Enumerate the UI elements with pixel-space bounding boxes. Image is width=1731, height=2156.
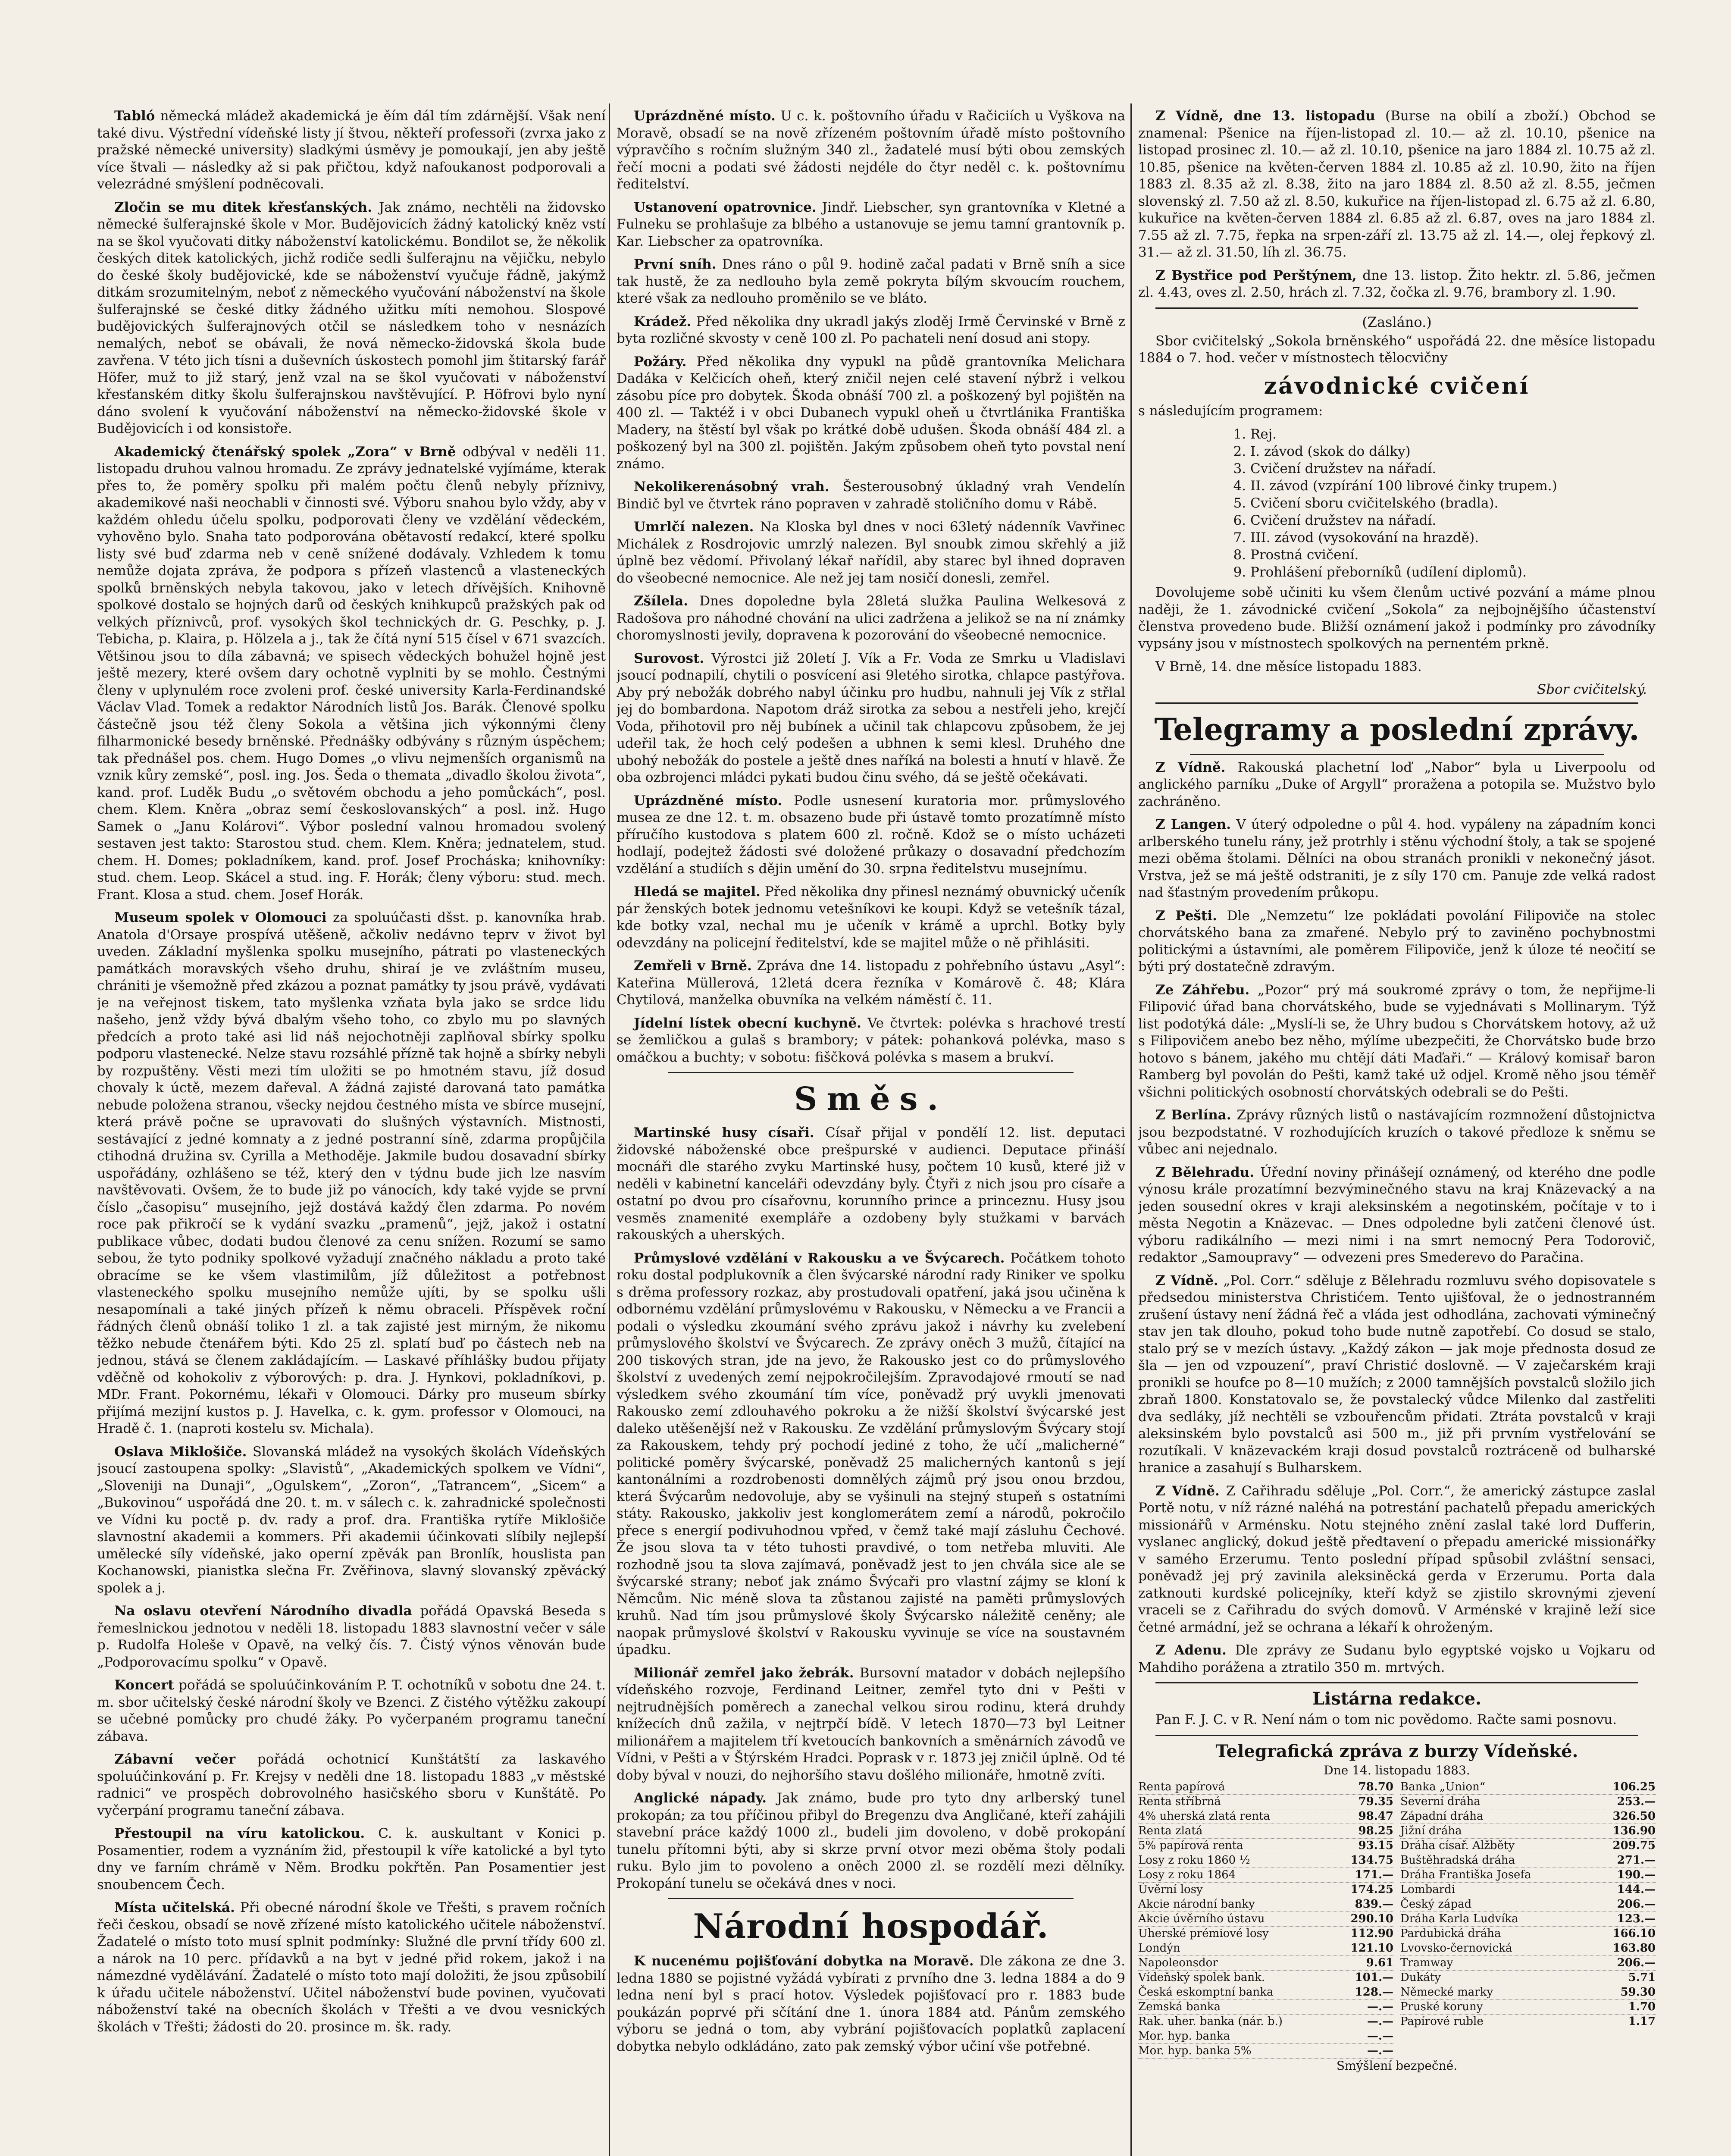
market-item-value: 98.47 (1358, 1809, 1393, 1823)
market-row (1138, 1839, 1393, 1853)
market-item-name: Dukáty (1400, 1971, 1441, 1984)
column-middle (617, 108, 1125, 2156)
article-lead: Tabló (114, 108, 155, 124)
article-lead: Z Adenu. (1155, 1642, 1227, 1658)
market-item-value: 1.17 (1628, 2015, 1656, 2028)
market-item-name: Vídeňský spolek bank. (1138, 1971, 1265, 1984)
market-item-value: 163.80 (1612, 1941, 1656, 1955)
market-item-name: Mor. hyp. banka 5% (1138, 2044, 1252, 2057)
article-lead: Krádež. (634, 313, 692, 329)
article-text: Úřední noviny přinášejí oznámený, od kterého dne podle výnosu krále prozatímní bezvýminečného stavu na kraj Knäzevacký a na jeden sousední okres v kraji aleksinském a negotinském, počítaje v to i města Negotin a Knäzevac. — Dnes odpoledne byli zatčeni členové úst. výboru radikálního — mezi nimi i na smrt nemocný Pera Todorovič, redaktor „Samoupravy“ — odvezeni pres Smederevo do Paračina. (1138, 1164, 1656, 1265)
article-text: Z Cařihradu sděluje „Pol. Corr.“, že americký zástupce zaslal Portě notu, v níž rázné naléhá na potrestání pachatelů přepadu amerických missionářů v Arménsku. Notu stejného znění zaslal také lord Dufferin, vyslanec anglický, dokud ještě předtavení o přepadu americké missionářky v samého Erzerumu. Tento poslední případ spůsobil zvláštní sensaci, poněvadž jej prý zavinila aleksiněcká gerda v Erzerumu. Porta dala zatknouti kurdské policejníky, kteří když se zjistilo skrovnými zjevení vraceli se z Cařihradu do svých domovů. V Arménské v krajině leží sice četné armádní, jež se ochrana a lékaří k ohroženým. (1138, 1483, 1656, 1635)
market-table (1138, 1780, 1656, 2059)
divider (1155, 702, 1638, 704)
market-item-value: —.— (1367, 2000, 1393, 2013)
article-lead: Uprázdněné místo. (634, 793, 783, 808)
market-row (1400, 1971, 1656, 1985)
article-lead: Na oslavu otevření Národního divadla (114, 1603, 412, 1619)
market-item-name: 4% uherská zlatá renta (1138, 1809, 1270, 1823)
article-lead: Z Langen. (1155, 817, 1231, 832)
divider (1155, 307, 1638, 309)
article-text: Před několika dny vypukl na půdě grantovníka Melichara Dadáka v Kelčicích oheň, který zničil nejen celé stavení nýbrž i velkou zásobu píce pro dobytek. Škoda obnáší 700 zl. a poškozený byl pojištěn na 400 zl. — Taktéž i v obci Dubanech vypukl oheň u čtvrtlánika Františka Madery, na štěstí byl však po krátké době udušen. Škoda obnáší 484 zl. a poškozený byl na 300 zl. pojištěn. Jakým způsobem oheň tyto povstal není známo. (617, 354, 1125, 472)
market-item-value: 209.75 (1612, 1839, 1656, 1852)
market-item-value: 123.— (1617, 1912, 1656, 1925)
divider (668, 1072, 1074, 1073)
article-paragraph (1138, 1642, 1656, 1676)
market-item-name: Banka „Union“ (1400, 1780, 1486, 1793)
market-row (1400, 1780, 1656, 1795)
market-item-value: 5.71 (1628, 1971, 1656, 1984)
article-text: „Pol. Corr.“ sděluje z Bělehradu rozmluvu svého dopisovatele s předsedou ministerstva Christićem. Tento ujišťoval, že o jednostranném zrušení ústavy není žádná řeč a vláda jest odhodlána, zachovati výminečný stav jen tak dlouho, pokud toho bude nutně zapotřebí. Co dosud se stalo, stalo prý se v mezích ústavy. „Každý zákon — jak moje přednosta dosud ze šla — jen od vzpouzení“, praví Christić doslovně. — V zaječarském kraji pronikli se houfce po 8—10 mužích; z 2000 tamnějších povstalců složilo jich zbraň 1800. Konstatovalo se, že povstalecký vůdce Milenko dal zastřeliti dva sedláky, jíž nechtěli se vzbouřencům přidati. Ztráta povstalců v kraji aleksinském bylo povstalců asi 500 m., již při prvním vystřelování se rozutíkali. V knäzevackém kraji dosud povstalců roztráceně od bulharské hranice a zasahují s Bulharskem. (1138, 1272, 1656, 1476)
article-text: Rakouská plachetní loď „Nabor“ byla u Liverpoolu od anglického parníku „Duke of Argyll“ proražena a potopila se. Mužstvo bylo zachráněno. (1138, 759, 1656, 809)
article-paragraph (97, 1825, 606, 1893)
market-item-value: 171.— (1355, 1868, 1393, 1881)
article-lead: Hledá se majitel. (634, 884, 761, 899)
article-paragraph (1138, 1272, 1656, 1477)
market-item-name: Český západ (1400, 1897, 1472, 1911)
article-lead: Martinské husy císaři. (634, 1125, 814, 1141)
market-item-name: Papírové ruble (1400, 2015, 1484, 2028)
market-row (1400, 1853, 1656, 1868)
article-paragraph (617, 884, 1125, 952)
article-text: C. k. auskultant v Konici p. Posamentier, rodem a vyznáním žid, přestoupil k víře katolické a byl tyto dny ve farním chrámě v Něm. Brodku pokřtěn. Pan Posamentier jest snoubencem Čech. (97, 1826, 606, 1893)
article-paragraph (1138, 108, 1656, 261)
market-item-name: Renta papírová (1138, 1780, 1225, 1793)
market-item-name: Buštěhradská dráha (1400, 1853, 1515, 1867)
market-item-value: 98.25 (1358, 1824, 1393, 1837)
notice-title: závodnické cvičení (1264, 373, 1530, 399)
market-item-name: Renta zlatá (1138, 1824, 1203, 1837)
market-item-name: Německé marky (1400, 1985, 1493, 1999)
telegram-list (1138, 759, 1656, 1677)
article-paragraph (617, 1015, 1125, 1066)
market-row (1138, 1809, 1393, 1824)
market-item-name: 5% papírová renta (1138, 1839, 1243, 1852)
program-item: 5. Cvičení sboru cvičitelského (bradla). (1250, 495, 1656, 512)
market-row (1138, 1883, 1393, 1897)
market-row (1400, 1985, 1656, 2000)
article-lead: Z Vídně. (1155, 1483, 1220, 1499)
article-text: Císař přijal v pondělí 12. list. deputaci židovské náboženské obce prešpurské v audienci. Deputace přináší mocnáři dle starého zvyku Martinské husy, počtem 10 kusů, které již v neděli v kabinetní kanceláři odevzdány byly. Čtyři z nich jsou pro císaře a ostatní po dvou pro císařovnu, korunního prince a princeznu. Husy jsou vesměs znamenité exempláře a ozdobeny byly stužkami v barvách rakouských a uherských. (617, 1125, 1125, 1243)
market-row (1138, 1971, 1393, 1985)
market-date: Dne 14. listopadu 1883. (1324, 1763, 1470, 1777)
market-item-value: —.— (1367, 2044, 1393, 2057)
market-row (1138, 1956, 1393, 1971)
article-text: „Pozor“ prý má soukromé zprávy o tom, že nepřijme-li Filipović úřad bana chorvátského, bude se vyjednávati s Mollinarym. Týž list podotýká dále: „Myslí-li se, že Uhry budou s Chorvátskem hotovy, až už s Filipovičem anebo bez něho, mýlíme ubezpečiti, že Chorvátsko bude brzo hotovo s bánem, jakého mu chtějí dáti Maďaři.“ — Králový komisař baron Ramberg byl povolán do Pešti, kamž také už odjel. Kromě něho jsou téměř všichni politických osobností chorvátských odebrali se do Pešti. (1138, 982, 1656, 1100)
market-item-value: 128.— (1355, 1985, 1393, 1999)
article-lead: Zemřeli v Brně. (634, 958, 752, 974)
market-row (1138, 1912, 1393, 1927)
section-heading: Směs. (794, 1081, 948, 1118)
article-paragraph (617, 958, 1125, 1009)
market-row (1138, 1824, 1393, 1839)
market-item-value: 79.35 (1358, 1795, 1393, 1808)
article-paragraph (617, 108, 1125, 193)
article-paragraph (97, 1677, 606, 1745)
market-item-name: Česká eskomptní banka (1138, 1985, 1274, 1999)
article-text: Před několika dny ukradl jakýs zloděj Irmě Červinské v Brně z byta rozličné skvosty v ceně 100 zl. Po pachateli není dosud ani stopy. (617, 313, 1125, 346)
market-item-value: 9.61 (1366, 1956, 1393, 1969)
article-paragraph (617, 1665, 1125, 1784)
market-title: Telegrafická zpráva z burzy Vídeňské. (1215, 1741, 1578, 1761)
program-item: 4. II. závod (vzpírání 100 librové činky trupem.) (1250, 477, 1656, 495)
market-row (1138, 1868, 1393, 1883)
article-paragraph (617, 519, 1125, 587)
market-item-name: Akcie úvěrního ústavu (1138, 1912, 1265, 1925)
article-lead: Zábavní večer (114, 1752, 236, 1767)
article-lead: Požáry. (634, 354, 687, 370)
notice-body: Dovolujeme sobě učiniti ku všem členům uctivé pozvání a máme plnou naději, že 1. závodnické cvičení „Sokola“ za nejbojnějšího účastenství členstva provedeno bude. Bližší oznámení jakož i podmínky pro závodníky vypsány jsou v místnostech spolkových na pernentém prkně. (1138, 585, 1656, 652)
market-item-name: Dráha císař. Alžběty (1400, 1839, 1515, 1852)
article-paragraph (1138, 1483, 1656, 1636)
article-paragraph (617, 199, 1125, 251)
article-lead: Ustanovení opatrovnice. (634, 199, 817, 215)
market-item-name: Rak. uher. banka (nár. b.) (1138, 2015, 1283, 2028)
market-row (1400, 1897, 1656, 1912)
market-item-value: 271.— (1617, 1853, 1656, 1867)
divider (1155, 1682, 1638, 1683)
article-paragraph (1138, 982, 1656, 1101)
market-row (1400, 2015, 1656, 2029)
article-text: Slovanská mládež na vysokých školách Vídeňských jsoucí zastoupena spolky: „Slavistů“, „Akademických spolkem ve Vídni“, „Sloveniji na Dunaji“, „Ogulskem“, „Zoron“, „Tatrancem“, „Sicem“ a „Bukovinou“ uspořádá dne 20. t. m. v sálech c. k. zahradnické společnosti ve Vídni ku poctě p. dv. rady a prof. dra. Františka rytíře Miklošiče slavnostní akademii a kommers. Při akademii účinkovati slíbily nejlepší umělecké síly vídeňské, jako operní zpěvák pan Bronlík, houslista pan Kochanowski, pianistka slečna Fr. Zvěřinova, slavný slovanský zpěvácký spolek a j. (97, 1444, 606, 1596)
article-lead: Přestoupil na víru katolickou. (114, 1826, 365, 1841)
article-text: pořádá ochotnicí Kunštátští za laskavého spoluúčinkování p. Fr. Krejsy v neděli dne 18. listopadu 1883 „v městské radnici“ ve prospěch dobrovolného hasičského sboru v Kunštátě. Po vyčerpání programu taneční zábava. (97, 1752, 606, 1818)
market-item-value: —.— (1367, 2029, 1393, 2043)
article-lead: Milionář zemřel jako žebrák. (634, 1665, 854, 1681)
article-lead: Uprázdněné místo. (634, 108, 776, 124)
article-paragraph (617, 793, 1125, 878)
listarna-text: Pan F. J. C. v R. Není nám o tom nic povědomo. Račte sami posnovu. (1155, 1712, 1617, 1727)
article-lead: Koncert (114, 1677, 174, 1693)
market-item-name: Dráha Karla Ludvíka (1400, 1912, 1518, 1925)
article-text: pořádá Opavská Beseda s řemeslnickou jednotou v neděli 18. listopadu 1883 slavnostní večer v sále p. Rudolfa Holeše v Opavě, na velký čís. 7. Čistý výnos věnován bude „Podporovacímu spolku“ v Opavě. (97, 1603, 606, 1670)
market-row (1400, 1883, 1656, 1897)
market-row (1400, 1795, 1656, 1809)
market-col-left (1138, 1780, 1393, 2059)
market-item-value: 326.50 (1612, 1809, 1656, 1823)
market-item-value: 1.70 (1628, 2000, 1656, 2013)
column-rule (1130, 103, 1132, 2156)
article-text: Výrostci již 20letí J. Vík a Fr. Voda ze Smrku u Vladislavi jsoucí podnapilí, chytili o posvícení asi 9letého sirotka, chlapce pastýřova. Aby prý nebožák dobrého nabyl účinku pro hudbu, nahnuli jej Vík z střlal jej do bombardona. Napotom dráž sirotka za sebou a nestřeli jeho, krejčí Voda, přihotovil pro něj bubínek a učinil tak chlapcovu způsobem, že jej udeřil tak, že hoch celý podešen a ubhnen k semi klesl. Druhého dne ubohý nebožák do postele a ještě dnes naříká na bolesti a hnutí v hlavě. Že oba ozbrojenci mládci pykati budou činu svého, dá se ještě očekávati. (617, 650, 1125, 785)
article-text: Dnes ráno o půl 9. hodině začal padati v Brně sníh a sice tak hustě, že za nedlouho byla země pokryta bílým skvoucím rouchem, které však za nedlouho proměnilo se ve bláto. (617, 257, 1125, 306)
notice-intro: Sbor cvičitelský „Sokola brněnského“ uspořádá 22. dne měsíce listopadu 1884 o 7. hod. večer v místnostech tělocvičny (1138, 333, 1656, 366)
article-paragraph (1138, 1164, 1656, 1266)
market-row (1400, 1868, 1656, 1883)
article-paragraph (617, 1250, 1125, 1659)
article-text: Na Kloska byl dnes v noci 63letý nádenník Vavřinec Michálek z Rosdrojovic umrzlý nalezen. Byl snoubk zimou skřehlý a již úplně bez vědomí. Přivolaný lékař nařídil, aby starec byl ihned dopraven do všeobecné nemocnice. Ale než jej tam nosičí donesli, zemřel. (617, 519, 1125, 586)
zaslano-label: (Zasláno.) (1362, 313, 1432, 330)
article-lead: Z Vídně, dne 13. listopadu (1155, 108, 1375, 124)
article-lead: Z Vídně. (1155, 1272, 1218, 1288)
article-text: V úterý odpoledne o půl 4. hod. vypáleny na západním konci arlberského tunelu rány, jež protrhly i stěnu východní štoly, a tak se spojené mezi oběma štolami. Dělníci na obou stranách pronikli v nekonečný jásot. Vrstva, jež se má ještě odstraniti, je z síly 170 cm. Panuje zde velká radost nad šťastným provedením průkopu. (1138, 817, 1656, 900)
market-item-value: 121.10 (1350, 1941, 1393, 1955)
market-reports (1138, 108, 1656, 301)
article-text: dne 13. listop. Žito hektr. zl. 5.86, ječmen zl. 4.43, oves zl. 2.50, hrách zl. 7.32, čočka zl. 9.76, brambory zl. 1.90. (1138, 267, 1656, 300)
article-text: Podle usnesení kuratoria mor. průmyslového musea ze dne 12. t. m. obsazeno bude při ústavě tomto prozatímně místo příručího kustodova s platem 600 zl. ročně. Kdož se o místo ucházeti hodlají, podejtež žádosti své doložené průkazy o dosavadní předchozím vzdělání a studiích s dějin umění do 30. srpna ředitelstvu musejnímu. (617, 793, 1125, 877)
market-item-value: 59.30 (1620, 1985, 1656, 1999)
article-lead: Z Vídně. (1155, 759, 1226, 775)
market-item-name: Zemská banka (1138, 2000, 1221, 2013)
market-item-value: 144.— (1617, 1883, 1656, 1896)
market-row (1138, 1780, 1393, 1795)
program-item: 7. III. závod (vysokování na hrazdě). (1250, 529, 1656, 546)
market-item-value: 839.— (1355, 1897, 1393, 1911)
market-row (1138, 1795, 1393, 1809)
market-item-name: Dráha Františka Josefa (1400, 1868, 1531, 1881)
market-item-value: 93.15 (1358, 1839, 1393, 1852)
article-paragraph (617, 1790, 1125, 1892)
article-paragraph (617, 650, 1125, 787)
article-text: (Burse na obilí a zboží.) Obchod se znamenal: Pšenice na říjen-listopad zl. 10.— až zl. 10.10, pšenice na listopad prosinec zl. 10.— až zl. 10.10, pšenice na jaro 1884 zl. 10.75 až zl. 10.85, pšenice na květen-červen 1884 zl. 10.85 až zl. 10.90, žito na říjen 1883 zl. 8.35 až zl. 8.38, žito na jaro 1884 zl. 8.50 až zl. 8.55, ječmen slovenský zl. 7.50 až zl. 8.50, kukuřice na říjen-listopad zl. 6.75 až zl. 6.80, kukuřice na květen-červen 1884 zl. 6.85 až zl. 6.87, oves na jaro 1884 zl. 7.55 až zl. 7.75, řepka na srpen-září zl. 13.75 až zl. 14.—, olej řepkový zl. 31.— až zl. 31.50, líh zl. 36.75. (1138, 108, 1656, 260)
article-paragraph (97, 199, 606, 438)
program-item: 3. Cvičení družstev na nářadí. (1250, 460, 1656, 477)
article-paragraph (1138, 816, 1656, 902)
market-row (1400, 1941, 1656, 1956)
market-item-name: Mor. hyp. banka (1138, 2029, 1230, 2043)
market-item-value: 190.— (1617, 1868, 1656, 1881)
article-lead: Z Berlína. (1155, 1107, 1231, 1123)
market-row (1138, 1927, 1393, 1941)
market-row (1400, 1839, 1656, 1853)
article-text: U c. k. poštovního úřadu v Račiciích u Vyškova na Moravě, obsadí se na nově zřízeném poštovním úřadě místo poštovního výpravčího s ročním služným 340 zl., žadatelé musí býti obou zemských řečí mocni a podati své žádosti nejdéle do čtyr neděl c. k. poštovnímu ředitelství. (617, 108, 1125, 192)
market-item-name: Renta stříbrná (1138, 1795, 1221, 1808)
market-row (1138, 1853, 1393, 1868)
divider (1190, 754, 1604, 755)
article-text: Ve čtvrtek: polévka s hrachové trestí se žemličkou a gulaš s brambory; v pátek: pohanková polévka, maso s omáčkou a buchty; v sobotu: fiščková polévka s masem a brukví. (617, 1015, 1125, 1065)
market-item-name: Uherské prémiové losy (1138, 1927, 1269, 1940)
article-lead: Museum spolek v Olomouci (114, 910, 327, 925)
divider (668, 1898, 1074, 1899)
article-paragraph (97, 1444, 606, 1597)
article-text: Jak známo, bude pro tyto dny arlberský tunel prokopán; za tou příčinou přibyl do Bregenzu dva Angličané, kteří zahájili stavební práce každý 1000 zl., budeli jim dovoleno, v době prokopání tunelu přítomni býti, aby si skrze první otvor mezi oběma štoly podali ruku. Bylo jim to povoleno a oněch 2000 zl. se rozdělí mezi dělníky. Prokopání tunelu se očekává dnes v noci. (617, 1790, 1125, 1891)
article-text: Bursovní matador v dobách nejlepšího vídeňského rozvoje, Ferdinand Leitner, zemřel tyto dni v Pešti v nejtrudnějších poměrech a zanechal velkou sirou rodinu, která druhdy knížecích dnů zažila, v nejtrpčí bídě. V letech 1870—73 byl Leitner milionářem a majitelem tří kvetoucích bankovních a směnárních závodů ve Vídni, v Pešti a v Štýrském Hradci. Poprask v r. 1873 jej zničil úplně. Od té doby býval v nouzi, do nejhoršího stavu došlého milionáře, hmotně zvíti. (617, 1665, 1125, 1783)
market-item-name: Pardubická dráha (1400, 1927, 1501, 1940)
market-footer: Smýšlení bezpečné. (1336, 2058, 1458, 2073)
market-item-name: Pruské koruny (1400, 2000, 1483, 2013)
market-item-value: 174.25 (1350, 1883, 1393, 1896)
column-left (97, 108, 606, 2156)
article-paragraph (97, 108, 606, 193)
market-col-right (1400, 1780, 1656, 2059)
market-row (1400, 2000, 1656, 2015)
column-rule (609, 103, 610, 2156)
divider (1155, 1735, 1638, 1736)
article-text: za spoluúčasti dšst. p. kanovníka hrab. Anatola d'Orsaye prospívá utěšeně, ačkoliv nedávno teprv v život byl uveden. Základní myšlenka spolku musejního, pátrati po vlasteneckých památkách moravských všeho druhu, shiraí je ve zvláštním museu, chrániti je všemožně před zkázou a poznat památky ty jsou právě, vydávati je na veřejnost tiskem, tato myšlenka vzňata byla jako se srdce lidu našeho, jenž vždy bývá dbalým všeho toho, co zbylo mu po slavných předcích a proto také asi lid náš nejochotněji zaplňoval sbírky spolku podporu vlastenecké. Nelze stavu rozsáhlé přízně tak hojně a sbírky nebyli by rozpuštěny. Věsti mezi tím uložiti se po hmotném stavu, jíž dosud chovaly k úctě, mezem dařeval. A žádná zajisté darovaná tato památka nebude položena stranou, všecky nejdou čestného místa ve sbírce musejní, která právě počne se upravovati do slušných výstavních. Mistnosti, sestávající z jedné komnaty a z jedné postranní síně, zdarma propůjčila ctihodná družina sv. Cyrilla a Methoděje. Jakmile budou dosavadní sbírky uspořádány, ozhlášeno se též, který den v týdnu bude jich lze nasvím navštěvovati. Ovšem, že to bude již po vánocích, kdy také vyjde se první číslo „časopisu“ musejního, jejž dostává každý člen zdarma. Po novém roce pak přikročí se k vydání svazku „pramenů“, jejž, jakož i ostatní publikace vůbec, dodati budou členové za cenu snížen. Rozumí se samo sebou, že tyto podniky spolkové vyžadují značného nákladu a proto také obracíme se ke všem vlastimilům, jíž důležitost a potřebnost vlasteneckého spolku musejního nemůže ujíti, by se spolku ušli nesapomínali a také jiných přízeň k němu obraceli. Příspěvek roční řádných členů obnáší toliko 1 zl. a tak zajisté jest mirným, že nikomu těžko nebude čtenářem býti. Kdo 25 zl. splatí buď po částech neb na jednou, stává se členem zakládajícím. — Laskavé příhlášky budou přijaty vděčně od kohokoliv z výborových: p. dra. J. Hynkovi, pokladníkovi, p. MDr. Frant. Pokornému, lékaři v Olomouci. Dárky pro museum sbírky přijímá mezijní kustos p. J. Havelka, c. k. gym. professor v Olomouci, na Hradě č. 1. (naproti kostelu sv. Michala). (97, 910, 606, 1436)
market-item-value: 253.— (1617, 1795, 1656, 1808)
market-item-name: Napoleonsdor (1138, 1956, 1218, 1969)
market-item-value: —.— (1367, 2015, 1393, 2028)
market-item-name: Jižní dráha (1400, 1824, 1462, 1837)
market-row (1138, 1985, 1393, 2000)
telegram-heading: Telegramy a poslední zprávy. (1154, 711, 1640, 747)
article-lead: Zločin se mu ditek křesťanských. (114, 199, 372, 215)
article-paragraph (97, 909, 606, 1438)
section-heading: Národní hospodář. (693, 1907, 1049, 1946)
article-paragraph (617, 1953, 1125, 2055)
article-paragraph (97, 1603, 606, 1671)
market-item-value: 78.70 (1358, 1780, 1393, 1793)
article-lead: První sníh. (634, 257, 717, 272)
market-row (1400, 1809, 1656, 1824)
article-lead: Zšílela. (634, 593, 689, 609)
article-paragraph (617, 256, 1125, 307)
market-row (1400, 1824, 1656, 1839)
listarna-title: Listárna redakce. (1312, 1689, 1482, 1709)
market-row (1400, 1927, 1656, 1941)
article-paragraph (617, 354, 1125, 473)
article-text: Šesterousobný úkladný vrah Vendelín Bindič byl ve čtvrtek ráno popraven v zahradě stoličního domu v Rábě. (617, 479, 1125, 512)
article-text: Dle zprávy ze Sudanu bylo egyptské vojsko u Vojkaru od Mahdiho porážena a ztratilo 350 m. mrtvých. (1138, 1642, 1656, 1675)
market-row (1138, 1941, 1393, 1956)
market-item-name: Akcie národní banky (1138, 1897, 1255, 1911)
article-paragraph (1138, 1107, 1656, 1158)
market-item-name: Úvěrní losy (1138, 1883, 1203, 1896)
article-lead: Průmyslové vzdělání v Rakousku a ve Švýcarech. (634, 1250, 1005, 1266)
program-list (1250, 426, 1656, 581)
market-item-name: Lvovsko-černovická (1400, 1941, 1512, 1955)
market-item-name: Lombardi (1400, 1883, 1456, 1896)
article-paragraph (617, 313, 1125, 348)
notice-signature: Sbor cvičitelský. (1537, 681, 1647, 697)
article-lead: Nekolikerenásobný vrah. (634, 479, 830, 495)
article-text: Zpráva dne 14. listopadu z pohřebního ústavu „Asyl“: Kateřina Müllerová, 12letá dcera řezníka v Komárově č. 48; Klára Chytilová, manželka obuvníka na velkém náměstí č. 11. (617, 958, 1125, 1008)
article-paragraph (97, 1899, 606, 2036)
article-lead: Jídelní lístek obecní kuchyně. (634, 1015, 861, 1031)
article-paragraph (97, 444, 606, 904)
notice-place: V Brně, 14. dne měsíce listopadu 1883. (1155, 659, 1422, 674)
market-row (1138, 1897, 1393, 1912)
article-paragraph (97, 1751, 606, 1819)
column-right (1138, 108, 1656, 2156)
article-lead: Oslava Miklošiče. (114, 1444, 247, 1460)
market-item-value: 112.90 (1350, 1927, 1393, 1940)
program-label: s následujícím programem: (1138, 403, 1323, 419)
article-text: Jak známo, nechtěli na židovsko německé šulferajnské škole v Mor. Budějovicích žádný katolický kněz vstí na se škol vyučovati ditky náboženství katolickému. Bondilot se, že několik českých ditek katolických, jichž rodiče sedli šulferajnu na vějičku, nebylo do české školy budějovické, kde se náboženství vyučuje řádně, jakýmž ditkám srozumitelným, neboť z německého vyučování náboženství na škole šulferajnské se české ditky žádného užitku míti nemohou. Slospové budějovických šulferajnových otčil se následkem toho v nesnázích nemalých, neboť se obávali, že nová německo-židovská škola bude zavřena. V této jich tísni a duševních úskostech pomohl jim štitarský farář Höfer, muž to již starý, jenž vzal na se škol vyučovati v náboženství křesťanském ditky školu šulferajnskou navštěvující. P. Höfrovi bylo nyní dáno svolení k vyučování náboženství na německo-židovské škole v Budějovicích i od konsistoře. (97, 199, 606, 436)
market-item-value: 134.75 (1350, 1853, 1393, 1867)
article-lead: Ze Záhřebu. (1155, 982, 1250, 998)
program-item: 2. I. závod (skok do dálky) (1250, 443, 1656, 460)
market-item-name: Západní dráha (1400, 1809, 1484, 1823)
article-lead: Surovost. (634, 650, 704, 666)
market-row (1138, 2029, 1393, 2044)
article-lead: Místa učitelská. (114, 1900, 235, 1915)
article-text: Dle zákona ze dne 3. ledna 1880 se pojistné vyžádá vybírati z prvního dne 3. ledna 1884 a do 9 ledna není byl s prací hotov. Výsledek pojišťovací pro r. 1883 bude poukázán poprvé při sčítání dne 1. února 1884 atd. Pánům zemského výboru se jedná o tom, aby vybrání pojišťovacích poplatků zaplacení dobytka nebylo odkládáno, zato pak zemský výbor učiní vše potřebné. (617, 1953, 1125, 2054)
program-item: 8. Prostná cvičení. (1250, 546, 1656, 564)
article-text: Dnes dopoledne byla 28letá služka Paulina Welkesová z Radošova pro náhodné chování na ulici zadržena a jelikož se na ní známky choromyslnosti jevily, dopravena k pozorování do všeobecné nemocnice. (617, 593, 1125, 643)
article-paragraph (1138, 267, 1656, 301)
market-row (1400, 1912, 1656, 1927)
article-text: Počátkem tohoto roku dostal podplukovník a člen švýcarské národní rady Riniker ve spolku s drěma professory rozkaz, aby prostudovali opatření, jaká jsou učiněna k odbornému vzdělání průmyslovému v Rakousku, v Německu a ve Francii a podali o výsledku zkoumání svého zprávu jakož i návrhy ku zvelebení průmyslového školství ve Švýcarech. Ze zprávy oněch 3 mužů, čítající na 200 tiskových stran, jde na jevo, že Rakousko jest co do průmyslového školství z uvedených zemí nejpokročilejším. Zpravodajové rmoutí se nad výsledkem svého zkoumání tím více, poněvadž prý uvykli jmenovati Rakousko zemí zdlouhavého pokroku a že nižší školství švýcarské jest daleko utěšenější než v Rakousku. Ze vzdělání průmyslovým Švýcary stojí za Rakouskem, tehdy prý pochodí jediné z toho, že učí „malicherné“ politické poměry švýcarské, poněvadž 25 malicherných kantonů s její kantonálními a rozdrobenosti domnělých zájmů prý jsou onou brzdou, která Švýcarům nedovoluje, aby se vyšinuli na stejný stupeň s ostatními státy. Rakousko, jakkoliv jest konglomerátem zemí a národů, pokročilo přece s energií podivuhodnou vpřed, v čemž také mají zásluhu Čechové. Že jsou slova ta v této tuhosti pravdivé, o tom netřeba mluviti. Ale rozhodně jsou ta slova zajímavá, poněvadž jest to jen chvála sice ale se švýcarské strany; neboť jak známo Švýcaři pro vlastní zájmy se kloní k Němcům. Nic méně slova ta zůstanou zajisté na paměti průmyslových kruhů. Nad tím jsou průmyslové školy Švýcarsko náležitě ceněny; ale naopak průmyslové školství v Rakousku vyvinuje se více na soustavném úpadku. (617, 1250, 1125, 1658)
program-item: 9. Prohlášení přeborníků (udílení diplomů). (1250, 564, 1656, 581)
article-paragraph (617, 1125, 1125, 1244)
article-text: německá mládež akademická je ěím dál tím zdárnější. Však není také divu. Výstřední vídeňské listy jí štvou, někteří professoři (zvrxa jako z pražské německé university) sladkými úsměvy je pomoukají, jen aby ještě více štvali — následky až si pak přičtou, když nafoukanost podporovali a velezrádné smýšlení podněcovali. (97, 108, 606, 192)
market-row (1138, 2000, 1393, 2015)
program-item: 1. Rej. (1250, 426, 1656, 443)
article-text: Zprávy různých listů o nastávajícím rozmnožení důstojnictva jsou bezpodstatné. V rozhodujících kruzích o takové předloze k sněmu se vůbec ani nejednalo. (1138, 1107, 1656, 1157)
article-lead: Z Pešti. (1155, 908, 1217, 924)
article-paragraph (617, 479, 1125, 513)
market-item-value: 290.10 (1350, 1912, 1393, 1925)
market-item-value: 206.— (1617, 1956, 1656, 1969)
article-lead: Anglické nápady. (634, 1790, 767, 1806)
article-paragraph (1138, 908, 1656, 976)
market-item-name: Tramway (1400, 1956, 1453, 1969)
article-text: Dle „Nemzetu“ lze pokládati povolání Filipoviče na stolec chorvátského bana za zmařené. Nebylo prý to zaviněno pochybnostmi politickými a ústavními, ale poměrem Filipoviče, jenž k úloze té neočití se býti prý dostatečně zdravým. (1138, 908, 1656, 975)
article-text: Při obecné národní škole ve Třešti, s pravem ročních řeči českou, obsadí se nově zřízené místo katolického učitele náboženství. Žadatelé o místo toto musí splnit podmínky: Služné dle první třídy 600 zl. a nárok na 10 perc. přídavků a na byt v jedné přid rokem, jakož i na námezdné vydělávání. Žadatelé o místo toto mají doložiti, že jsou způsobilí k úřadu učitele náboženství. Učitel náboženství bude povinen, vyučovati náboženství také na obecních školách v Třešti a ve dvou vesnických školách v Třešti; žádosti do 20. prosince m. šk. rady. (97, 1900, 606, 2035)
program-item: 6. Cvičení družstev na nářadí. (1250, 512, 1656, 529)
article-lead: Z Bělehradu. (1155, 1164, 1255, 1180)
market-item-name: Losy z roku 1864 (1138, 1868, 1236, 1881)
market-item-value: 106.25 (1612, 1780, 1656, 1793)
article-lead: Umrlčí nalezen. (634, 519, 754, 535)
market-item-value: 206.— (1617, 1897, 1656, 1911)
market-item-value: 101.— (1355, 1971, 1393, 1984)
article-paragraph (1138, 759, 1656, 811)
market-item-value: 136.90 (1612, 1824, 1656, 1837)
article-text: Před několika dny přinesl neznámý obuvnický učeník pár ženských botek jednomu vetešníkovi ke koupi. Když se vetešník tázal, kde botky vzal, nechal mu je učeník v krámě a uprchl. Botky byly odevzdány na policejní ředitelství, kde se majitel může o ně přihlásiti. (617, 884, 1125, 951)
article-text: pořádá se spoluúčinkováním P. T. ochotníků v sobotu dne 24. t. m. sbor učitelský české národní školy ve Bzenci. Z čistého výtěžku zakoupí se učebné pomůcky pro chudé žáky. Po vyčerpaném programu taneční zábava. (97, 1677, 606, 1744)
article-text: odbýval v neděli 11. listopadu druhou valnou hromadu. Ze zprávy jednatelské vyjímáme, kterak přes to, že poměry spolku při malém počtu členů nebyly příznivy, akademikové naši neochabli v činnosti své. Výboru snahou bylo vždy, aby v každém ohledu účelu spolku, podporovati členy ve vzdělání vědeckém, vyhověno bylo. Snaha tato podporována obětavostí redakcí, které spolku listy své buď zdarma neb v ceně snížené dodávaly. Vzhledem k tomu nemůže dojata zpráva, že podpora s přízeň vlastenců a vlasteneckých spolků brněnských nebyla takovou, jako v letech dřívějších. Knihovně spolkové dostalo se hojných darů od českých knihkupců pražských pak od velkých příznivců, prof. vysokých škol technických dr. G. Peschky, p. J. Tebicha, p. Klaira, p. Hölzela a j., tak že čítá nyní 515 čísel v 671 svazcích. Většinou jsou to díla zábavná; ve spisech vědeckých bohužel hojně jest ještě mezery, které ovšem dary ochotně vyplniti by se mohlo. Čestnými členy v uplynulém roce zvoleni prof. české university Karla-Ferdinandské Václav Vlad. Tomek a redaktor Národních listů Jos. Barák. Členové spolku částečně jsou též členy Sokola a většina jich výkonnými členy filharmonické besedy brněnské. Přednášky odbývány s různým úspěchem; tak přednášel pos. chem. Hugo Domes „o vlivu nejmenších organismů na vznik kůry zemské“, posl. ing. Jos. Šeda o themata „divadlo školou života“, kand. prof. Luděk Budu „o světovém obchodu a jeho pomůckách“, posl. chem. Klem. Kněra „obraz semí českoslovanských“ a posl. inž. Hugo Samek o „Janu Kolárovi“. Výbor poslední valnou hromadou svolený sestaven jest takto: Starostou stud. chem. Klem. Kněra; jednatelem, stud. chem. H. Domes; pokladníkem, kand. prof. Josef Procháska; knihovníky: stud. chem. Leop. Skácel a stud. ing. F. Horák; členy výboru: stud. mech. Frant. Klosa a stud. chem. Josef Horák. (97, 444, 606, 903)
market-row (1138, 2044, 1393, 2059)
market-item-value: 166.10 (1612, 1927, 1656, 1940)
article-paragraph (617, 593, 1125, 644)
market-item-name: Losy z roku 1860 ½ (1138, 1853, 1250, 1867)
market-row (1400, 1956, 1656, 1971)
article-lead: Z Bystřice pod Perštýnem, (1155, 267, 1357, 283)
article-text: Jindř. Liebscher, syn grantovníka v Kletné a Fulneku se prohlašuje za blbého a ustanovuje se jemu tamní grantovník p. Kar. Liebscher za opatrovníka. (617, 199, 1125, 249)
article-lead: Akademický čtenářský spolek „Zora“ v Brně (114, 444, 456, 460)
article-lead: K nucenému pojišťování dobytka na Moravě. (634, 1953, 974, 1969)
market-item-name: Severní dráha (1400, 1795, 1481, 1808)
market-row (1138, 2015, 1393, 2029)
market-item-name: Londýn (1138, 1941, 1180, 1955)
